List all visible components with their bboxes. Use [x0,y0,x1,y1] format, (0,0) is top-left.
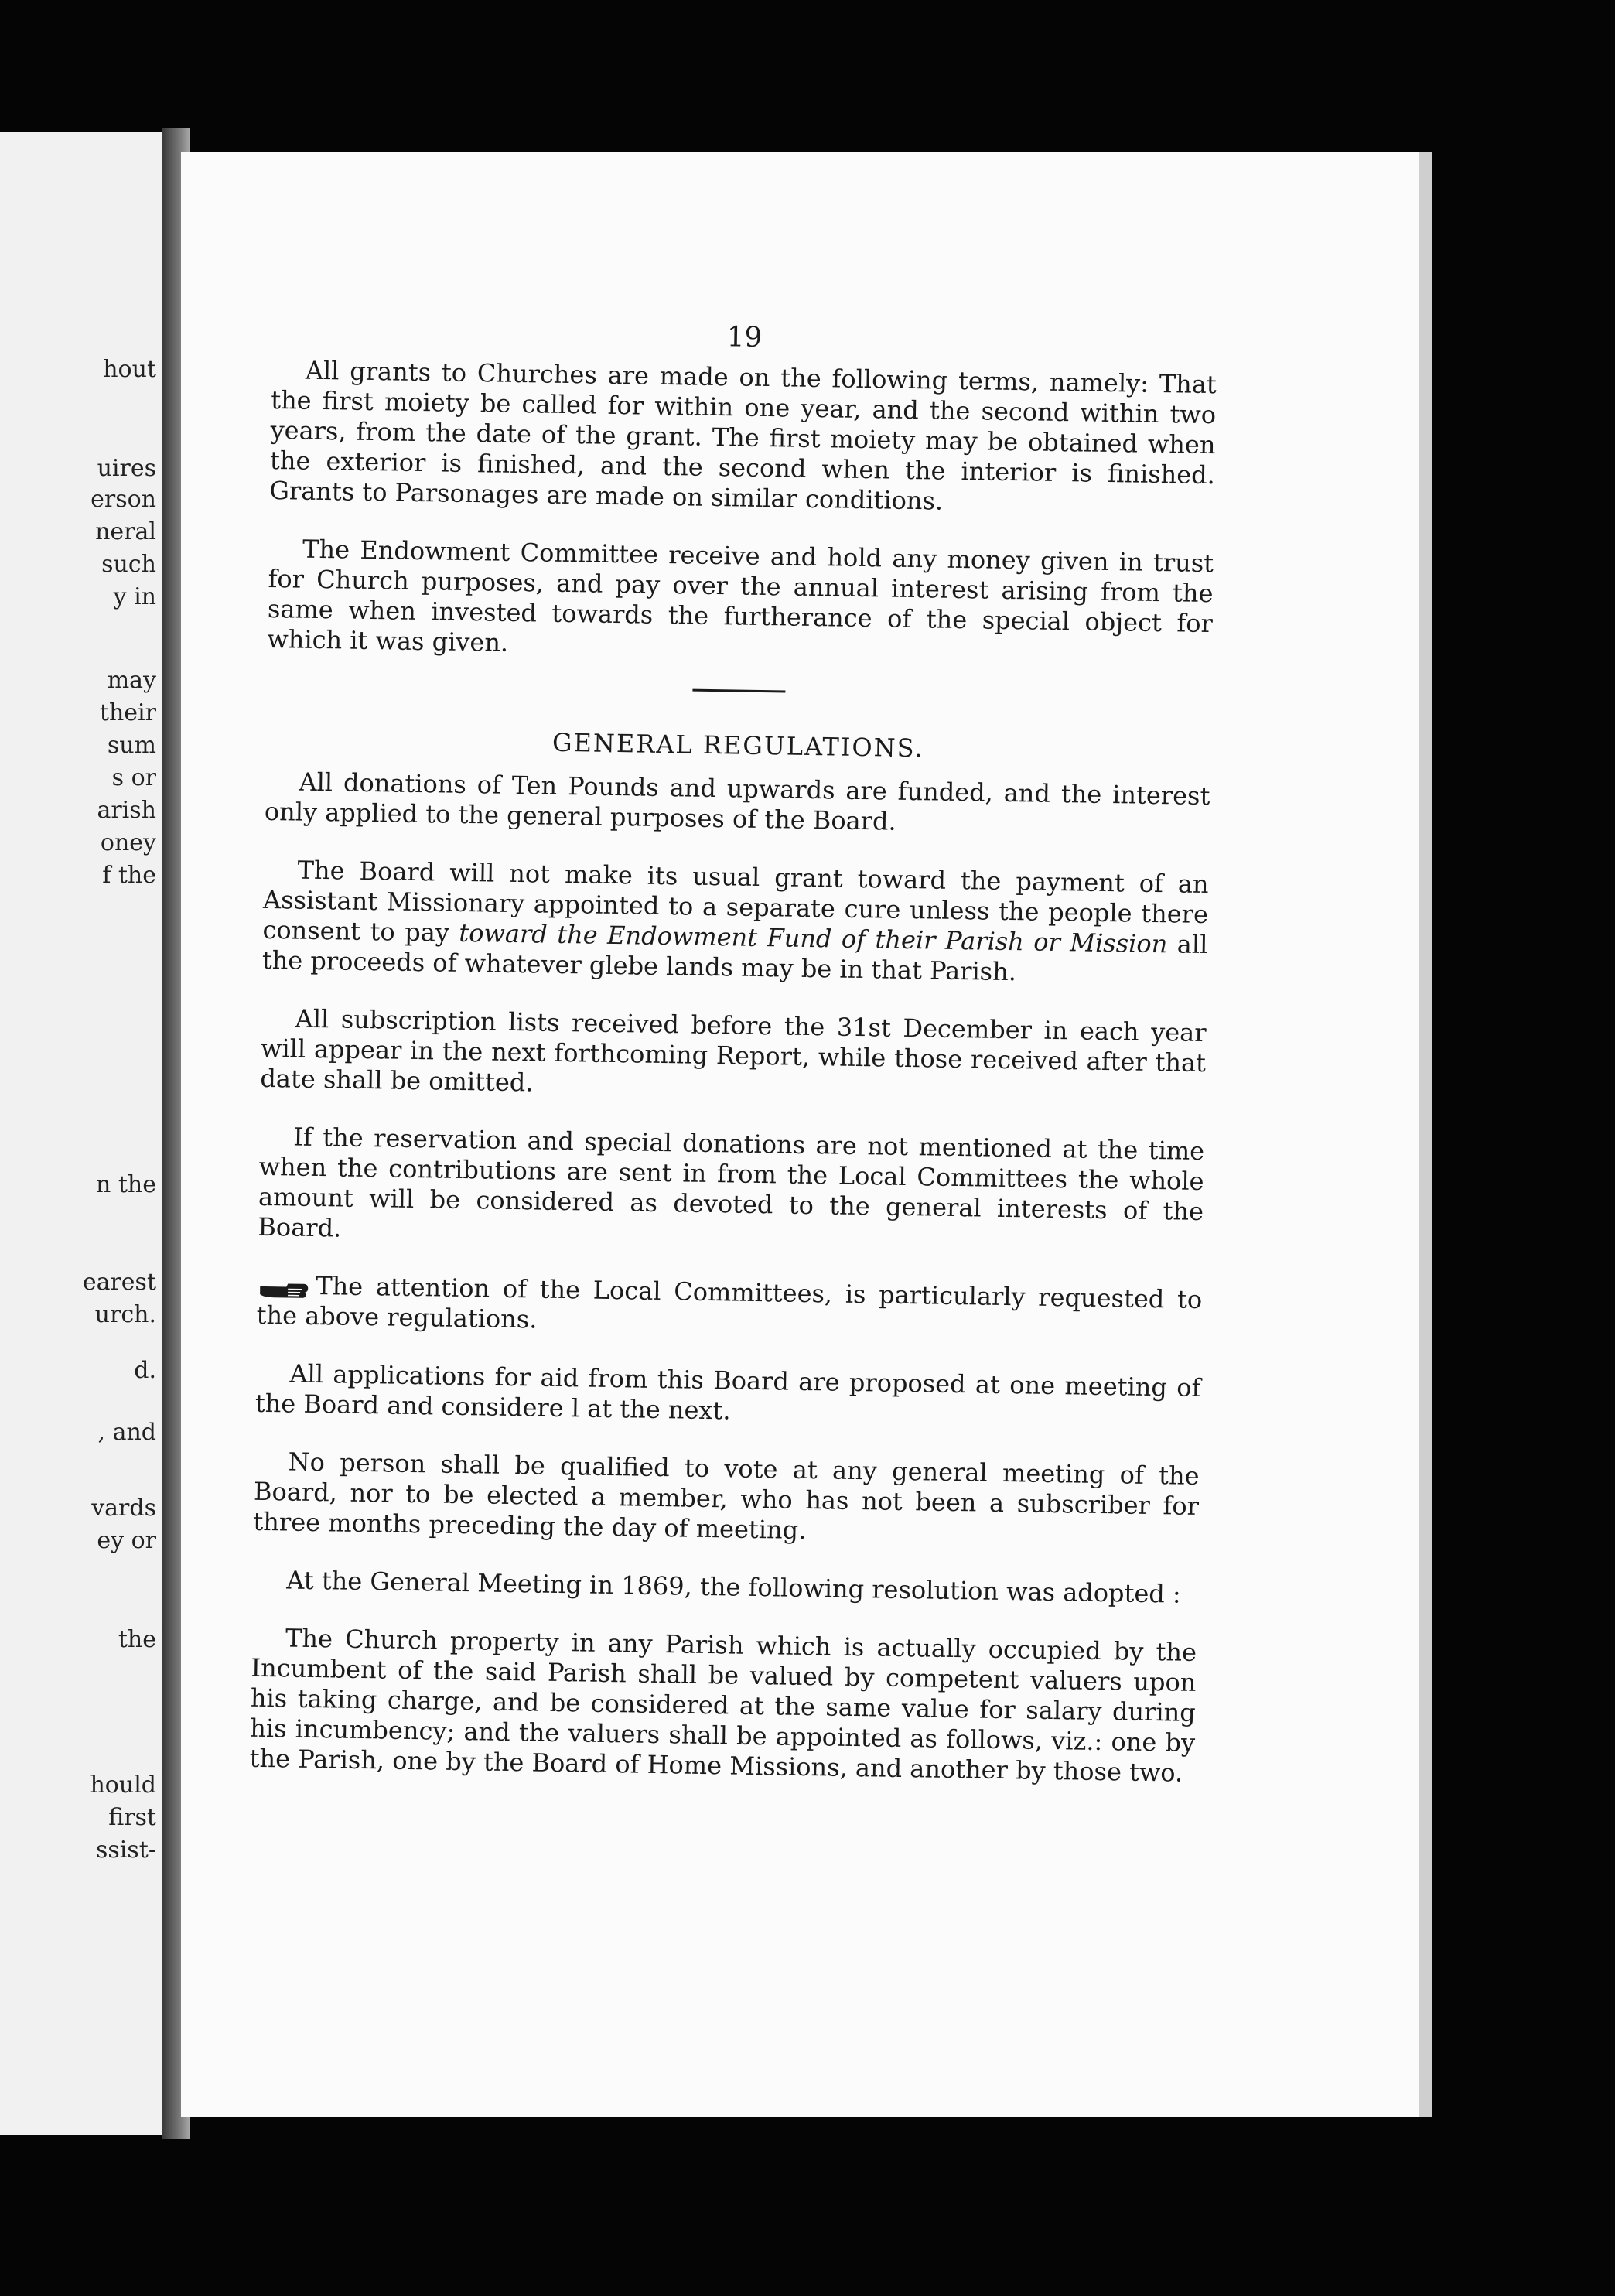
paragraph-endowment-committee: The Endowment Committee receive and hold any money given in trust for Church purposes, and pay over the annual interest arising from the same when invested towards the furtherance of the special object for which it was given. [267,534,1214,658]
left-page [0,132,162,2135]
paragraph-voting: No person shall be qualified to vote at any general meeting of the Board, nor to be elected a member, who has not been a subscriber for three months preceding the day of meeting. [253,1447,1200,1546]
paragraph-reservation: If the reservation and special donations are not mentioned at the time when the contributions are sent in from the Local Committees the whole amount will be considered as devoted to the general interests of the Board. [258,1122,1205,1243]
paragraph-general-meeting: At the General Meeting in 1869, the following resolution was adopted : [285,1565,1182,1609]
left-page-fragment: the [118,1626,156,1653]
left-page-fragment: , and [97,1419,156,1446]
left-page-fragment: s or [111,764,156,791]
left-page-fragment: uires [97,455,156,482]
paragraph-applications: All applications for aid from this Board are proposed at one meeting of the Board and considere l at the next. [254,1358,1201,1426]
text-span: all the proceeds of whatever glebe lands may be in that Parish. [261,929,1208,987]
left-page-fragment: urch. [94,1301,156,1328]
left-page-fragment: neral [95,518,156,545]
left-page-fragment: sum [107,732,156,759]
paragraph-church-property: The Church property in any Parish which is actually occupied by the Incumbent of the said Parish shall be valued by competent valuers upon his taking charge, and be considered at the same value for salary during his incumbency; and the valuers shall be appointed as follows, viz.: one by the Parish, one by the Board of Home Missions, and another by those two. [249,1623,1197,1788]
paragraph-subscription-lists: All subscription lists received before the 31st December in each year will appear in the next forthcoming Report, while those received after that date shall be omitted. [260,1003,1207,1098]
left-page-fragment: hout [103,356,156,383]
left-page-fragment: first [108,1804,156,1831]
text-span: The Board will not make its usual grant toward the payment of an Assistant Missionary appointed to a separate cure unless the people there consent to pay [262,855,1209,948]
pointing-hand-icon [257,1276,311,1297]
left-page-fragment: hould [90,1772,156,1799]
section-divider [692,689,785,693]
paragraph-attention [256,1270,1202,1345]
paragraph-assistant-missionary [262,855,1209,990]
section-heading: GENERAL REGULATIONS. [551,727,924,764]
left-page-fragment: ey or [97,1527,156,1554]
document-page [181,152,1419,2117]
text-span: The attention of the Local Committees, is particularly requested to the above regulations. [256,1271,1203,1334]
italic-text: toward the Endowment Fund of their Parish or Mission [459,917,1168,959]
left-page-fragment: n the [96,1171,156,1198]
left-page-fragment: such [101,551,156,578]
left-page-fragment: erson [90,486,156,513]
left-page-fragment: vards [91,1495,156,1522]
left-page-fragment: y in [113,583,156,610]
left-page-fragment: their [99,699,156,726]
paragraph-donations: All donations of Ten Pounds and upwards are funded, and the interest only applied to the general purposes of the Board. [264,767,1210,836]
page-content [249,314,1217,1816]
left-page-fragment: earest [82,1269,156,1296]
left-page-fragment: arish [97,797,156,824]
left-page-fragment: f the [102,862,156,889]
left-page-fragment: ssist- [96,1836,156,1864]
left-page-fragment: oney [100,829,156,856]
left-page-fragment: may [107,667,156,694]
left-page-fragment: d. [134,1357,156,1384]
page-number: 19 [726,321,763,354]
paragraph-church-grants: All grants to Churches are made on the following terms, namely: That the first moiety be called for within one year, and the second within two years, from the date of the grant. The first moiety may be obtained when the exterior is finished, and the second when the interior is finished. Grants to Parsonages are made on similar conditions. [269,355,1217,516]
